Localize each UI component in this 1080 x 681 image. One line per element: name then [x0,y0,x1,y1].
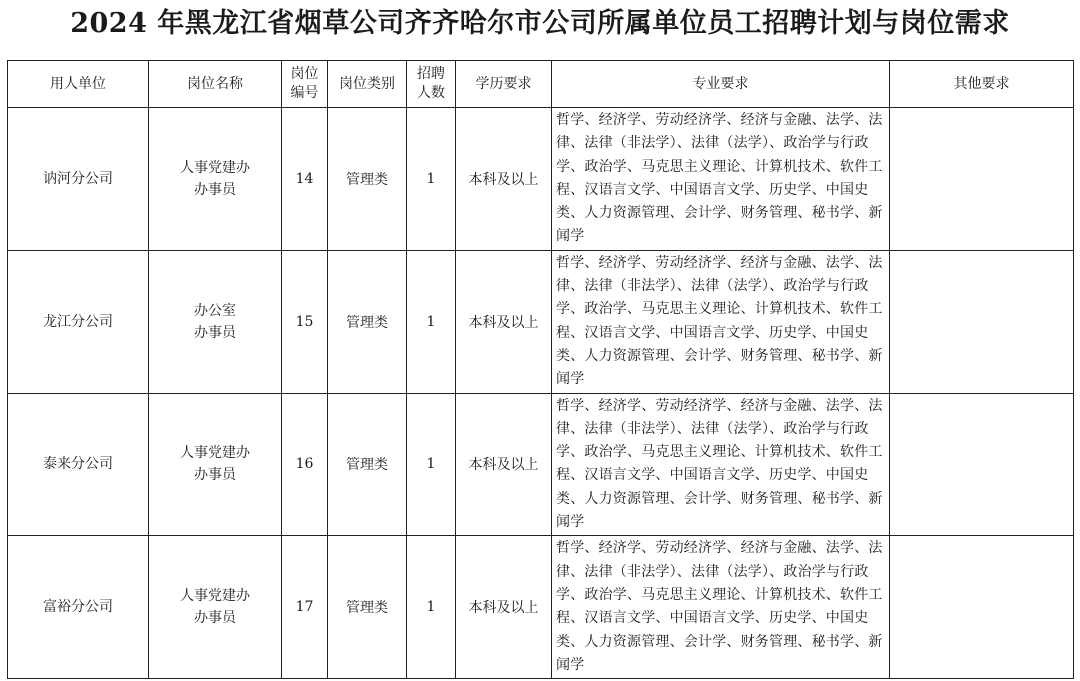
cell-unit: 龙江分公司 [8,250,149,393]
cell-position [149,536,282,679]
header-count-line2: 人数 [417,85,445,101]
header-education: 学历要求 [456,61,552,108]
cell-count: 1 [407,536,456,679]
cell-major: 哲学、经济学、劳动经济学、经济与金融、法学、法律、法律（非法学）、法律（法学）、政治学与行政学、政治学、马克思主义理论、计算机技术、软件工程、汉语言文学、中国语言文学、历史学、中国史类、人力资源管理、会计学、财务管理、秘书学、新闻学 [552,536,890,679]
cell-count: 1 [407,250,456,393]
cell-code: 17 [282,536,328,679]
cell-other [890,250,1074,393]
header-code [282,61,328,108]
header-other: 其他要求 [890,61,1074,108]
cell-position [149,108,282,251]
cell-major: 哲学、经济学、劳动经济学、经济与金融、法学、法律、法律（非法学）、法律（法学）、政治学与行政学、政治学、马克思主义理论、计算机技术、软件工程、汉语言文学、中国语言文学、历史学、中国史类、人力资源管理、会计学、财务管理、秘书学、新闻学 [552,250,890,393]
cell-position-line2: 办事员 [194,181,236,198]
cell-other [890,393,1074,536]
cell-education: 本科及以上 [456,536,552,679]
cell-unit: 泰来分公司 [8,393,149,536]
table-row [8,108,1074,251]
cell-position [149,393,282,536]
cell-category: 管理类 [328,393,407,536]
header-code-line1: 岗位 [290,66,319,82]
cell-major: 哲学、经济学、劳动经济学、经济与金融、法学、法律、法律（非法学）、法律（法学）、政治学与行政学、政治学、马克思主义理论、计算机技术、软件工程、汉语言文学、中国语言文学、历史学、中国史类、人力资源管理、会计学、财务管理、秘书学、新闻学 [552,393,890,536]
header-count-line1: 招聘 [417,66,445,82]
cell-category: 管理类 [328,536,407,679]
cell-position [149,250,282,393]
cell-count: 1 [407,393,456,536]
cell-major: 哲学、经济学、劳动经济学、经济与金融、法学、法律、法律（非法学）、法律（法学）、政治学与行政学、政治学、马克思主义理论、计算机技术、软件工程、汉语言文学、中国语言文学、历史学、中国史类、人力资源管理、会计学、财务管理、秘书学、新闻学 [552,108,890,251]
cell-education: 本科及以上 [456,250,552,393]
cell-position-line1: 人事党建办 [180,588,250,605]
table-row [8,393,1074,536]
header-major: 专业要求 [552,61,890,108]
cell-unit: 富裕分公司 [8,536,149,679]
header-count [407,61,456,108]
table-row [8,536,1074,679]
header-unit: 用人单位 [8,61,149,108]
recruitment-table [7,60,1074,679]
cell-other [890,536,1074,679]
table-row [8,250,1074,393]
header-position: 岗位名称 [149,61,282,108]
header-code-line2: 编号 [290,85,319,101]
cell-position-line1: 人事党建办 [180,159,250,176]
cell-unit: 讷河分公司 [8,108,149,251]
cell-other [890,108,1074,251]
cell-position-line2: 办事员 [194,610,236,627]
header-category: 岗位类别 [328,61,407,108]
page-title: 2024 年黑龙江省烟草公司齐齐哈尔市公司所属单位员工招聘计划与岗位需求 [70,8,1010,39]
cell-position-line2: 办事员 [194,467,236,484]
cell-count: 1 [407,108,456,251]
cell-category: 管理类 [328,250,407,393]
cell-position-line2: 办事员 [194,324,236,341]
cell-position-line1: 人事党建办 [180,445,250,462]
cell-education: 本科及以上 [456,393,552,536]
cell-code: 15 [282,250,328,393]
cell-position-line1: 办公室 [194,302,236,319]
cell-category: 管理类 [328,108,407,251]
cell-education: 本科及以上 [456,108,552,251]
cell-code: 16 [282,393,328,536]
table-header-row [8,61,1074,108]
cell-code: 14 [282,108,328,251]
